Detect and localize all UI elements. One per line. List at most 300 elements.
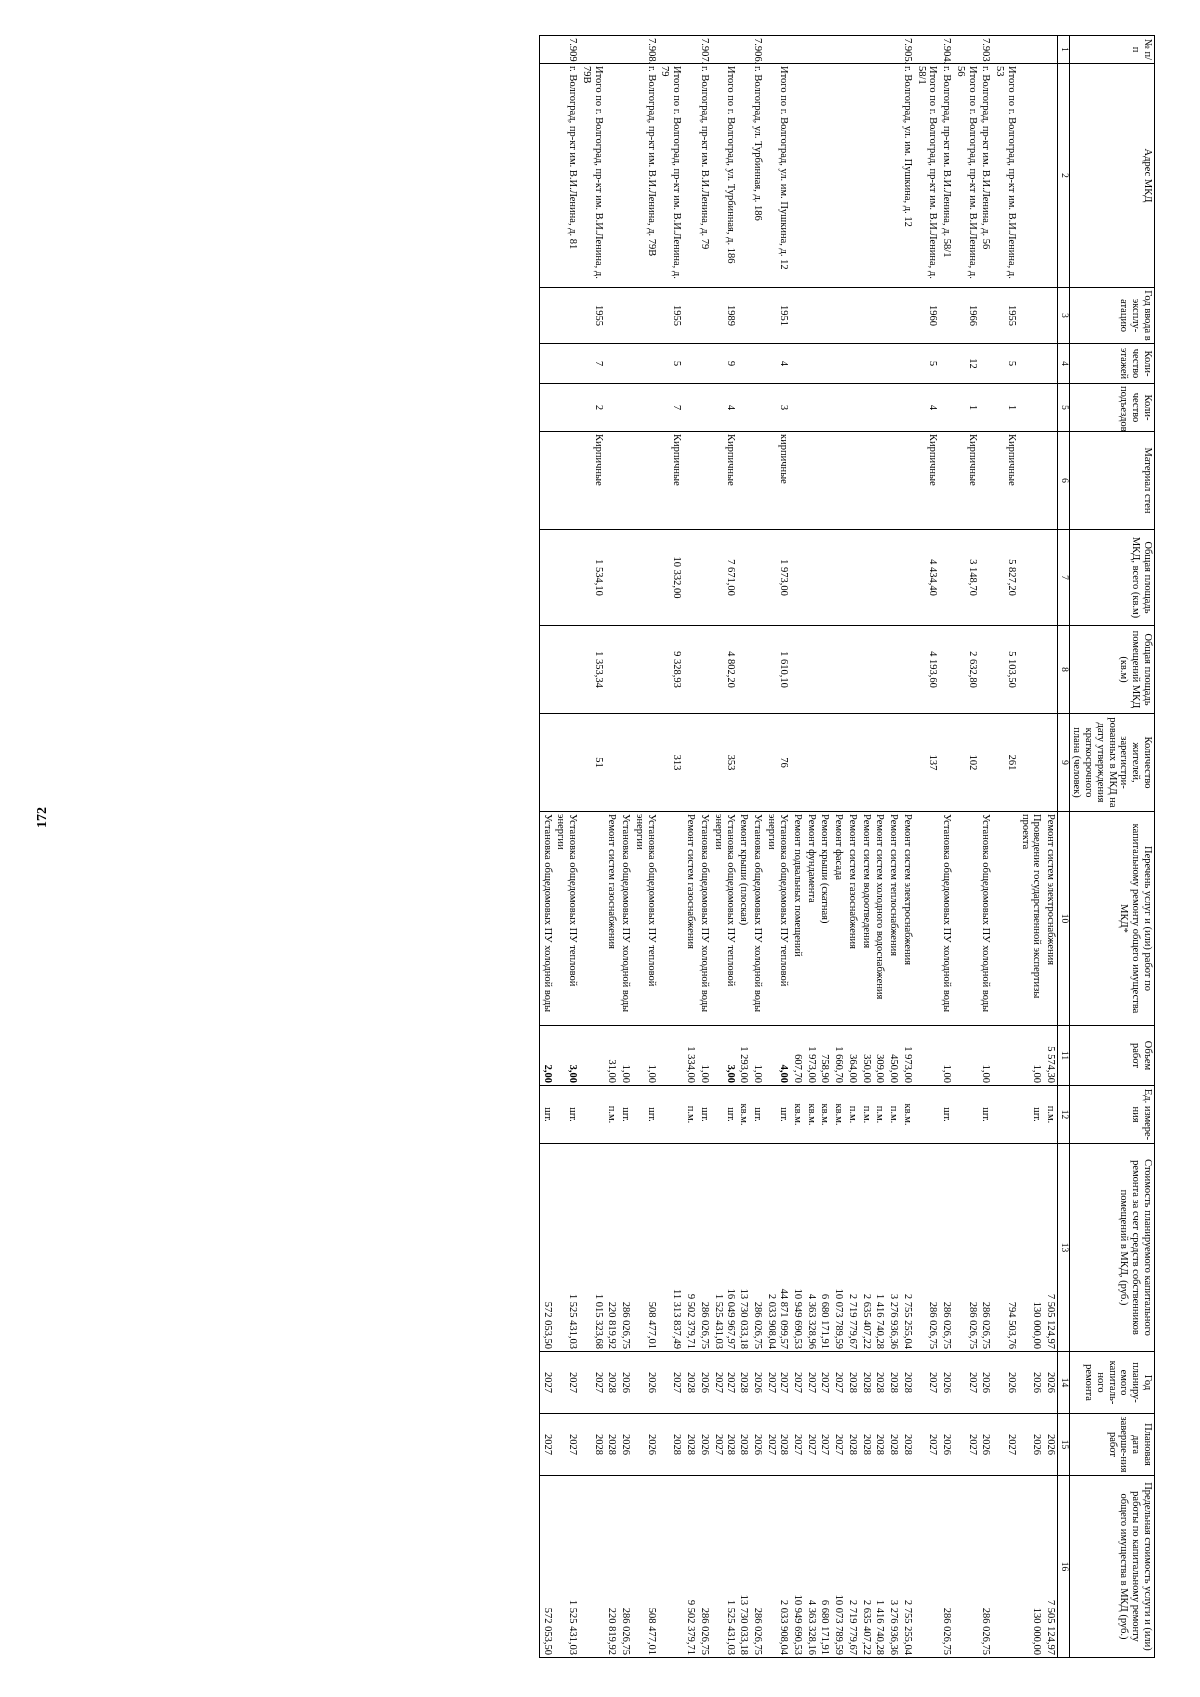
commission-year-cell: 1951: [764, 288, 790, 344]
table-row: [900, 36, 914, 1658]
max-cost-cell: [579, 1476, 605, 1658]
repair-year-cell: [764, 1352, 790, 1414]
residents-cell: [886, 714, 900, 812]
entrances-cell: [697, 384, 711, 432]
commission-year-cell: [818, 288, 832, 344]
column-number: 16: [1058, 1476, 1070, 1658]
work-volume-cell: 3,00: [711, 1026, 737, 1086]
commission-year-cell: [539, 288, 553, 344]
work-volume-cell: 1,00: [750, 1026, 764, 1086]
planned-cost-cell: 286 026,75: [939, 1144, 953, 1352]
unit-cell: п.м.: [683, 1086, 697, 1144]
floors-cell: [683, 344, 697, 384]
residents-cell: [859, 714, 873, 812]
address-cell: [790, 64, 804, 288]
floors-cell: [886, 344, 900, 384]
row-number: [1018, 36, 1044, 64]
premises-area-cell: 4 802,20: [711, 626, 737, 714]
entrances-cell: [939, 384, 953, 432]
commission-year-cell: [873, 288, 887, 344]
floors-cell: [632, 344, 658, 384]
repair-year-cell: 2026: [632, 1352, 658, 1414]
address-cell: [886, 64, 900, 288]
work-volume-cell: 1,00: [632, 1026, 658, 1086]
entrances-cell: [1043, 384, 1057, 432]
planned-cost-cell: 2 719 779,67: [845, 1144, 859, 1352]
commission-year-cell: [618, 288, 632, 344]
planned-cost-cell: 7 505 124,97: [1043, 1144, 1057, 1352]
max-cost-cell: 3 276 936,36: [886, 1476, 900, 1658]
floors-cell: [804, 344, 818, 384]
work-type-cell: Установка общедомовых ПУ тепловой энергии: [554, 812, 580, 1026]
residents-cell: [539, 714, 553, 812]
row-number: [579, 36, 605, 64]
max-cost-cell: 10 073 789,59: [831, 1476, 845, 1658]
unit-cell: кв.м.: [900, 1086, 914, 1144]
total-area-cell: [859, 530, 873, 626]
max-cost-cell: 220 819,92: [605, 1476, 619, 1658]
planned-cost-cell: 4 363 328,96: [804, 1144, 818, 1352]
max-cost-cell: 572 053,50: [539, 1476, 553, 1658]
work-type-cell: Установка общедомовых ПУ холодной воды: [939, 812, 953, 1026]
floors-cell: [939, 344, 953, 384]
entrances-cell: [979, 384, 993, 432]
max-cost-cell: 2 033 908,04: [764, 1476, 790, 1658]
repair-year-cell: 2027: [579, 1352, 605, 1414]
max-cost-cell: [914, 1476, 940, 1658]
repair-year-cell: 2028: [859, 1352, 873, 1414]
floors-cell: 7: [579, 344, 605, 384]
table-row: [804, 36, 818, 1658]
premises-area-cell: [539, 626, 553, 714]
commission-year-cell: [1043, 288, 1057, 344]
work-volume-cell: 450,00: [886, 1026, 900, 1086]
entrances-cell: [554, 384, 580, 432]
address-cell: Итого по г. Волгоград, пр-кт им. В.И.Ленина, д. 58/1: [914, 64, 940, 288]
completion-date-cell: 2028: [886, 1414, 900, 1476]
total-area-cell: [539, 530, 553, 626]
address-cell: [831, 64, 845, 288]
floors-cell: [900, 344, 914, 384]
column-number: 2: [1058, 64, 1070, 288]
unit-cell: п.м.: [605, 1086, 619, 1144]
total-area-cell: 5 827,20: [992, 530, 1018, 626]
unit-cell: п.м.: [886, 1086, 900, 1144]
planned-cost-cell: 286 026,75: [914, 1144, 940, 1352]
wall-material-cell: [979, 432, 993, 530]
row-number: 7.905.: [900, 36, 914, 64]
completion-date-cell-line: 2027: [766, 1434, 778, 1455]
address-cell: Итого по г. Волгоград, пр-кт им. В.И.Ленина, д. 56: [953, 64, 979, 288]
floors-cell: [697, 344, 711, 384]
work-type-cell: Ремонт систем холодного водоснабжения: [873, 812, 887, 1026]
premises-area-cell: [554, 626, 580, 714]
max-cost-cell: 508 477,01: [632, 1476, 658, 1658]
work-type-cell: Установка общедомовых ПУ холодной воды: [618, 812, 632, 1026]
residents-cell: 261: [992, 714, 1018, 812]
table-row: [845, 36, 859, 1658]
commission-year-cell: 1955: [658, 288, 684, 344]
premises-area-cell: [683, 626, 697, 714]
address-cell: [873, 64, 887, 288]
entrances-cell: [1018, 384, 1044, 432]
row-number: 7.904.: [939, 36, 953, 64]
work-volume-cell: 607,70: [790, 1026, 804, 1086]
table-row: [873, 36, 887, 1658]
table-row: [992, 36, 1018, 1658]
wall-material-cell: Кирпичные: [711, 432, 737, 530]
total-area-cell: 3 148,70: [953, 530, 979, 626]
work-type-cell: Ремонт систем электроснабжения: [1043, 812, 1057, 1026]
planned-cost-cell: 286 026,75: [618, 1144, 632, 1352]
repair-year-cell: 2027: [953, 1352, 979, 1414]
completion-date-cell-line: 2028: [724, 1434, 736, 1455]
address-cell: Итого по г. Волгоград, пр-кт им. В.И.Ленина, д. 53: [992, 64, 1018, 288]
table-row: [886, 36, 900, 1658]
premises-area-cell: [790, 626, 804, 714]
unit-cell: [579, 1086, 605, 1144]
residents-cell: [900, 714, 914, 812]
floors-cell: [554, 344, 580, 384]
planned-cost-cell: 286 026,75: [979, 1144, 993, 1352]
completion-date-cell: 2026: [697, 1414, 711, 1476]
work-volume-cell: 1 660,70: [831, 1026, 845, 1086]
premises-area-cell: [900, 626, 914, 714]
planned-cost-cell: 1 416 740,28: [873, 1144, 887, 1352]
unit-cell: [992, 1086, 1018, 1144]
completion-date-cell: 2026: [1043, 1414, 1057, 1476]
table-row: [831, 36, 845, 1658]
premises-area-cell: [632, 626, 658, 714]
max-cost-cell: 286 026,75: [750, 1476, 764, 1658]
work-type-cell: Установка общедомовых ПУ холодной воды: [979, 812, 993, 1026]
work-type-cell: Ремонт систем теплоснабжения: [886, 812, 900, 1026]
planned-cost-cell: 130 000,00: [1018, 1144, 1044, 1352]
row-number: [804, 36, 818, 64]
planned-cost-cell-line: 2 033 908,04: [766, 1293, 778, 1349]
wall-material-cell: [605, 432, 619, 530]
repair-plan-table: [539, 35, 1155, 1658]
row-number: [683, 36, 697, 64]
work-type-cell: Установка общедомовых ПУ тепловой энергии: [711, 812, 737, 1026]
max-cost-cell: [953, 1476, 979, 1658]
repair-year-cell: 2027: [554, 1352, 580, 1414]
completion-date-cell: 2028: [579, 1414, 605, 1476]
column-number: 3: [1058, 288, 1070, 344]
repair-year-cell: 2026: [1018, 1352, 1044, 1414]
table-row: [618, 36, 632, 1658]
header-cell: Коли-чество подъездов: [1069, 384, 1154, 432]
row-number: [992, 36, 1018, 64]
total-area-cell: [831, 530, 845, 626]
planned-cost-cell: 10 073 789,59: [831, 1144, 845, 1352]
residents-cell: 313: [658, 714, 684, 812]
floors-cell: [979, 344, 993, 384]
work-type-cell: Ремонт подвальных помещений: [790, 812, 804, 1026]
total-area-cell: [697, 530, 711, 626]
floors-cell: [831, 344, 845, 384]
header-cell: Стоимость планируемого капитального ремонта за счет средств собственников помещений в МКД, (руб.): [1069, 1144, 1154, 1352]
work-type-cell: Ремонт крыши (плоская): [737, 812, 751, 1026]
completion-date-cell: 2026: [750, 1414, 764, 1476]
repair-year-cell: 2027: [831, 1352, 845, 1414]
max-cost-cell: [992, 1476, 1018, 1658]
header-cell: Объем работ: [1069, 1026, 1154, 1086]
column-number: 6: [1058, 432, 1070, 530]
completion-date-cell: 2027: [818, 1414, 832, 1476]
work-volume-cell: 31,00: [605, 1026, 619, 1086]
premises-area-cell: [845, 626, 859, 714]
entrances-cell: 7: [658, 384, 684, 432]
address-cell: [605, 64, 619, 288]
completion-date-cell: 2027: [992, 1414, 1018, 1476]
entrances-cell: 4: [914, 384, 940, 432]
table-row: [697, 36, 711, 1658]
table-row: [750, 36, 764, 1658]
max-cost-cell: 1 525 431,03: [554, 1476, 580, 1658]
row-number: [790, 36, 804, 64]
entrances-cell: [873, 384, 887, 432]
completion-date-cell-line: 2028: [778, 1434, 790, 1455]
commission-year-cell: [900, 288, 914, 344]
work-volume-cell: 309,00: [873, 1026, 887, 1086]
max-cost-cell: 286 026,75: [618, 1476, 632, 1658]
work-type-cell: [992, 812, 1018, 1026]
work-volume-cell: 1 973,00: [900, 1026, 914, 1086]
table-row: [539, 36, 553, 1658]
floors-cell: 12: [953, 344, 979, 384]
entrances-cell: [818, 384, 832, 432]
planned-cost-cell-line: 44 871 099,57: [778, 1288, 790, 1349]
completion-date-cell: 2027: [953, 1414, 979, 1476]
work-volume-cell: [658, 1026, 684, 1086]
wall-material-cell: [939, 432, 953, 530]
commission-year-cell: [939, 288, 953, 344]
commission-year-cell: [554, 288, 580, 344]
entrances-cell: [683, 384, 697, 432]
unit-cell: кв.м.: [831, 1086, 845, 1144]
completion-date-cell-line: 2027: [712, 1434, 724, 1455]
table-row: [737, 36, 751, 1658]
work-type-cell: Ремонт фундамента: [804, 812, 818, 1026]
completion-date-cell: [764, 1414, 790, 1476]
total-area-cell: [790, 530, 804, 626]
unit-cell: п.м.: [1043, 1086, 1057, 1144]
completion-date-cell: 2028: [605, 1414, 619, 1476]
unit-cell: [953, 1086, 979, 1144]
unit-cell: шт.: [539, 1086, 553, 1144]
residents-cell: 137: [914, 714, 940, 812]
table-row: [818, 36, 832, 1658]
commission-year-cell: [859, 288, 873, 344]
commission-year-cell: [845, 288, 859, 344]
max-cost-cell: 1 525 431,03: [711, 1476, 737, 1658]
table-row: [914, 36, 940, 1658]
total-area-cell: [737, 530, 751, 626]
residents-cell: [873, 714, 887, 812]
completion-date-cell: 2027: [539, 1414, 553, 1476]
total-area-cell: [750, 530, 764, 626]
unit-cell: [658, 1086, 684, 1144]
repair-year-cell: 2028: [683, 1352, 697, 1414]
header-cell: Ед. измере-ния: [1069, 1086, 1154, 1144]
wall-material-cell: [750, 432, 764, 530]
planned-cost-cell-line: 16 049 967,97: [724, 1288, 736, 1349]
wall-material-cell: Кирпичные: [579, 432, 605, 530]
wall-material-cell: [831, 432, 845, 530]
wall-material-cell: [859, 432, 873, 530]
total-area-cell: [900, 530, 914, 626]
planned-cost-cell: 286 026,75: [750, 1144, 764, 1352]
floors-cell: 5: [658, 344, 684, 384]
premises-area-cell: [818, 626, 832, 714]
floors-cell: [618, 344, 632, 384]
work-volume-cell: 4,00: [764, 1026, 790, 1086]
table-row: [605, 36, 619, 1658]
address-cell: [1043, 64, 1057, 288]
unit-cell: шт.: [979, 1086, 993, 1144]
table-body: [539, 36, 1057, 1658]
row-number: [764, 36, 790, 64]
work-volume-cell: [953, 1026, 979, 1086]
premises-area-cell: [873, 626, 887, 714]
unit-cell: шт.: [1018, 1086, 1044, 1144]
planned-cost-cell: 286 026,75: [953, 1144, 979, 1352]
repair-year-cell: 2026: [618, 1352, 632, 1414]
unit-cell: кв.м.: [790, 1086, 804, 1144]
residents-cell: [554, 714, 580, 812]
row-number: 7.903: [979, 36, 993, 64]
commission-year-cell: 1955: [579, 288, 605, 344]
repair-year-cell: 2026: [979, 1352, 993, 1414]
residents-cell: [737, 714, 751, 812]
unit-cell: шт.: [711, 1086, 737, 1144]
column-number: 13: [1058, 1144, 1070, 1352]
unit-cell: шт.: [618, 1086, 632, 1144]
commission-year-cell: [605, 288, 619, 344]
premises-area-cell: [804, 626, 818, 714]
planned-cost-cell: 1 015 323,68: [579, 1144, 605, 1352]
completion-date-cell: 2028: [845, 1414, 859, 1476]
repair-year-cell: 2026: [939, 1352, 953, 1414]
row-number: [873, 36, 887, 64]
unit-cell: кв.м.: [804, 1086, 818, 1144]
header-cell: Материал стен: [1069, 432, 1154, 530]
commission-year-cell: [831, 288, 845, 344]
wall-material-cell: Кирпичные: [658, 432, 684, 530]
planned-cost-cell: 572 053,50: [539, 1144, 553, 1352]
repair-year-cell: 2027: [818, 1352, 832, 1414]
residents-cell: 76: [764, 714, 790, 812]
completion-date-cell: 2027: [831, 1414, 845, 1476]
premises-area-cell: 2 632,80: [953, 626, 979, 714]
total-area-cell: [683, 530, 697, 626]
header-cell: Общая площадь помещений МКД (кв.м): [1069, 626, 1154, 714]
repair-year-cell: 2027: [790, 1352, 804, 1414]
entrances-cell: [618, 384, 632, 432]
commission-year-cell: [683, 288, 697, 344]
wall-material-cell: [554, 432, 580, 530]
premises-area-cell: [697, 626, 711, 714]
completion-date-cell: 2026: [618, 1414, 632, 1476]
commission-year-cell: [979, 288, 993, 344]
planned-cost-cell: 794 503,76: [992, 1144, 1018, 1352]
column-number: 9: [1058, 714, 1070, 812]
address-cell: [804, 64, 818, 288]
repair-year-cell: 2028: [845, 1352, 859, 1414]
planned-cost-cell: [764, 1144, 790, 1352]
wall-material-cell: Кирпичные: [992, 432, 1018, 530]
work-volume-cell: [992, 1026, 1018, 1086]
floors-cell: [1018, 344, 1044, 384]
work-volume-cell: 2,00: [539, 1026, 553, 1086]
planned-cost-cell: 286 026,75: [697, 1144, 711, 1352]
work-volume-cell: [579, 1026, 605, 1086]
column-number: 12: [1058, 1086, 1070, 1144]
completion-date-cell: 2026: [939, 1414, 953, 1476]
completion-date-cell: [711, 1414, 737, 1476]
row-number: [859, 36, 873, 64]
header-cell: Количество жителей, зарегистри-рованных в МКД на дату утверждения краткосрочного плана (человек): [1069, 714, 1154, 812]
max-cost-cell: 10 949 690,53: [790, 1476, 804, 1658]
max-cost-cell: 6 680 171,91: [818, 1476, 832, 1658]
total-area-cell: [804, 530, 818, 626]
table-row: [554, 36, 580, 1658]
repair-year-cell-line: 2027: [712, 1372, 724, 1393]
work-type-cell: Установка общедомовых ПУ холодной воды: [539, 812, 553, 1026]
residents-cell: [939, 714, 953, 812]
total-area-cell: 4 434,40: [914, 530, 940, 626]
unit-cell: п.м.: [845, 1086, 859, 1144]
work-type-cell: Установка общедомовых ПУ тепловой энергии: [764, 812, 790, 1026]
residents-cell: [618, 714, 632, 812]
commission-year-cell: [886, 288, 900, 344]
premises-area-cell: 5 103,50: [992, 626, 1018, 714]
commission-year-cell: [750, 288, 764, 344]
floors-cell: [873, 344, 887, 384]
premises-area-cell: [1043, 626, 1057, 714]
completion-date-cell: 2026: [979, 1414, 993, 1476]
total-area-cell: [845, 530, 859, 626]
column-number: 15: [1058, 1414, 1070, 1476]
max-cost-cell: 130 000,00: [1018, 1476, 1044, 1658]
header-cell: Предельная стоимость услуги и (или) работы по капитальному ремонту общего имущества в МКД (руб.): [1069, 1476, 1154, 1658]
total-area-cell: 10 332,00: [658, 530, 684, 626]
work-volume-cell: 758,90: [818, 1026, 832, 1086]
work-type-cell: [914, 812, 940, 1026]
total-area-cell: 1 973,00: [764, 530, 790, 626]
wall-material-cell: [539, 432, 553, 530]
unit-cell: шт.: [939, 1086, 953, 1144]
row-number: 7.908.: [632, 36, 658, 64]
repair-year-cell-line: 2027: [778, 1372, 790, 1393]
residents-cell: [683, 714, 697, 812]
wall-material-cell: [804, 432, 818, 530]
entrances-cell: 1: [992, 384, 1018, 432]
header-cell: Плановая дата заверше-ния работ: [1069, 1414, 1154, 1476]
residents-cell: [750, 714, 764, 812]
wall-material-cell: [683, 432, 697, 530]
premises-area-cell: [831, 626, 845, 714]
unit-cell: кв.м.: [737, 1086, 751, 1144]
address-cell: [683, 64, 697, 288]
work-volume-cell: 1 973,00: [804, 1026, 818, 1086]
total-area-cell: [818, 530, 832, 626]
address-cell: г. Волгоград, ул. им. Пушкина, д. 12: [900, 64, 914, 288]
premises-area-cell: [859, 626, 873, 714]
work-volume-cell: [914, 1026, 940, 1086]
column-number: 1: [1058, 36, 1070, 64]
